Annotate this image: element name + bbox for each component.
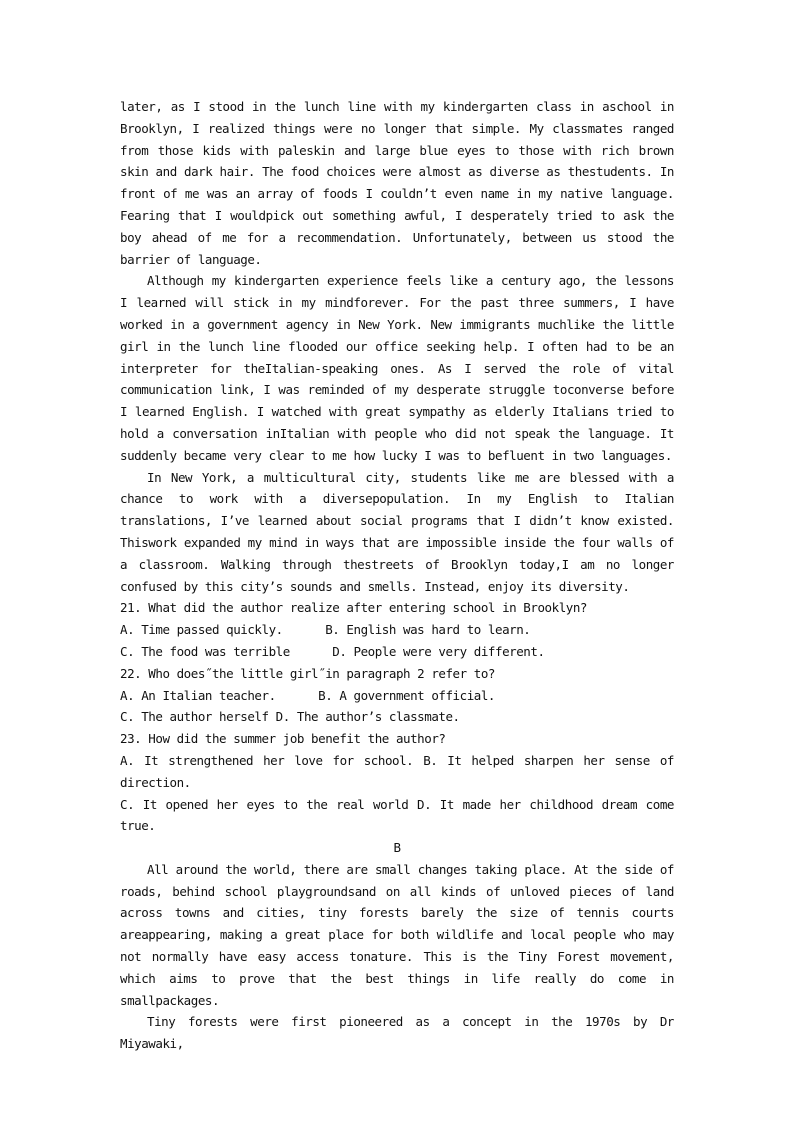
question-stem: 22. Who does˝the little girl˝in paragraph 2 refer to? [120, 665, 496, 681]
section-b-paragraph-1: All around the world, there are small changes taking place. At the side of roads, behind school playgroundsand on all kinds of unloved pieces of land across towns and cities, tiny forests barely the size of tennis courts areappearing, making a great place for both wildlife and local people who may not normally have easy access tonature. This is the Tiny Forest movement, which aims to prove that the best things in life really do come in smallpackages. [120, 861, 674, 1008]
passage-paragraph-3: In New York, a multicultural city, students like me are blessed with a chance to work with a diversepopulation. In my English to Italian translations, I’ve learned about social programs that I didn’t know existed. Thiswork expanded my mind in ways that are impossible inside the four walls of a classroom. Walking through thestreets of Brooklyn today,I am no longer confused by this city’s sounds and smells. Instead, enjoy its diversity. [120, 469, 674, 594]
section-heading: B [393, 840, 401, 856]
question-23 [120, 728, 674, 837]
question-options: C. The food was terrible D. People were very different. [120, 643, 545, 659]
question-options: A. Time passed quickly. B. English was hard to learn. [120, 622, 531, 638]
question-stem: 23. How did the summer job benefit the author? [120, 731, 446, 747]
question-options: C. It opened her eyes to the real world D. It made her childhood dream come true. [120, 796, 674, 834]
question-options: A. It strengthened her love for school. B. It helped sharpen her sense of direction. [120, 752, 674, 790]
question-22 [120, 663, 674, 728]
passage-paragraph-1: later, as I stood in the lunch line with my kindergarten class in aschool in Brooklyn, I realized things were no longer that simple. My classmates ranged from those kids with paleskin and large blue eyes to those with rich brown skin and dark hair. The food choices were almost as diverse as thestudents. In front of me was an array of foods I couldn’t even name in my native language. Fearing that I wouldpick out something awful, I desperately tried to ask the boy ahead of me for a recommendation. Unfortunately, between us stood the barrier of language. [120, 99, 674, 267]
question-options: C. The author herself D. The author’s classmate. [120, 709, 460, 725]
question-21 [120, 597, 674, 662]
section-b-paragraph-2: Tiny forests were first pioneered as a concept in the 1970s by Dr Miyawaki, [120, 1014, 674, 1052]
document-page [120, 96, 674, 1055]
passage-paragraph-2: Although my kindergarten experience feels like a century ago, the lessons I learned will stick in my mindforever. For the past three summers, I have worked in a government agency in New York. New immigrants muchlike the little girl in the lunch line flooded our office seeking help. I often had to be an interpreter for theItalian-speaking ones. As I served the role of vital communication link, I was reminded of my desperate struggle toconverse before I learned English. I watched with great sympathy as elderly Italians tried to hold a conversation inItalian with people who did not speak the language. It suddenly became very clear to me how lucky I was to befluent in two languages. [120, 273, 674, 463]
question-options: A. An Italian teacher. B. A government official. [120, 687, 496, 703]
question-stem: 21. What did the author realize after entering school in Brooklyn? [120, 600, 587, 616]
